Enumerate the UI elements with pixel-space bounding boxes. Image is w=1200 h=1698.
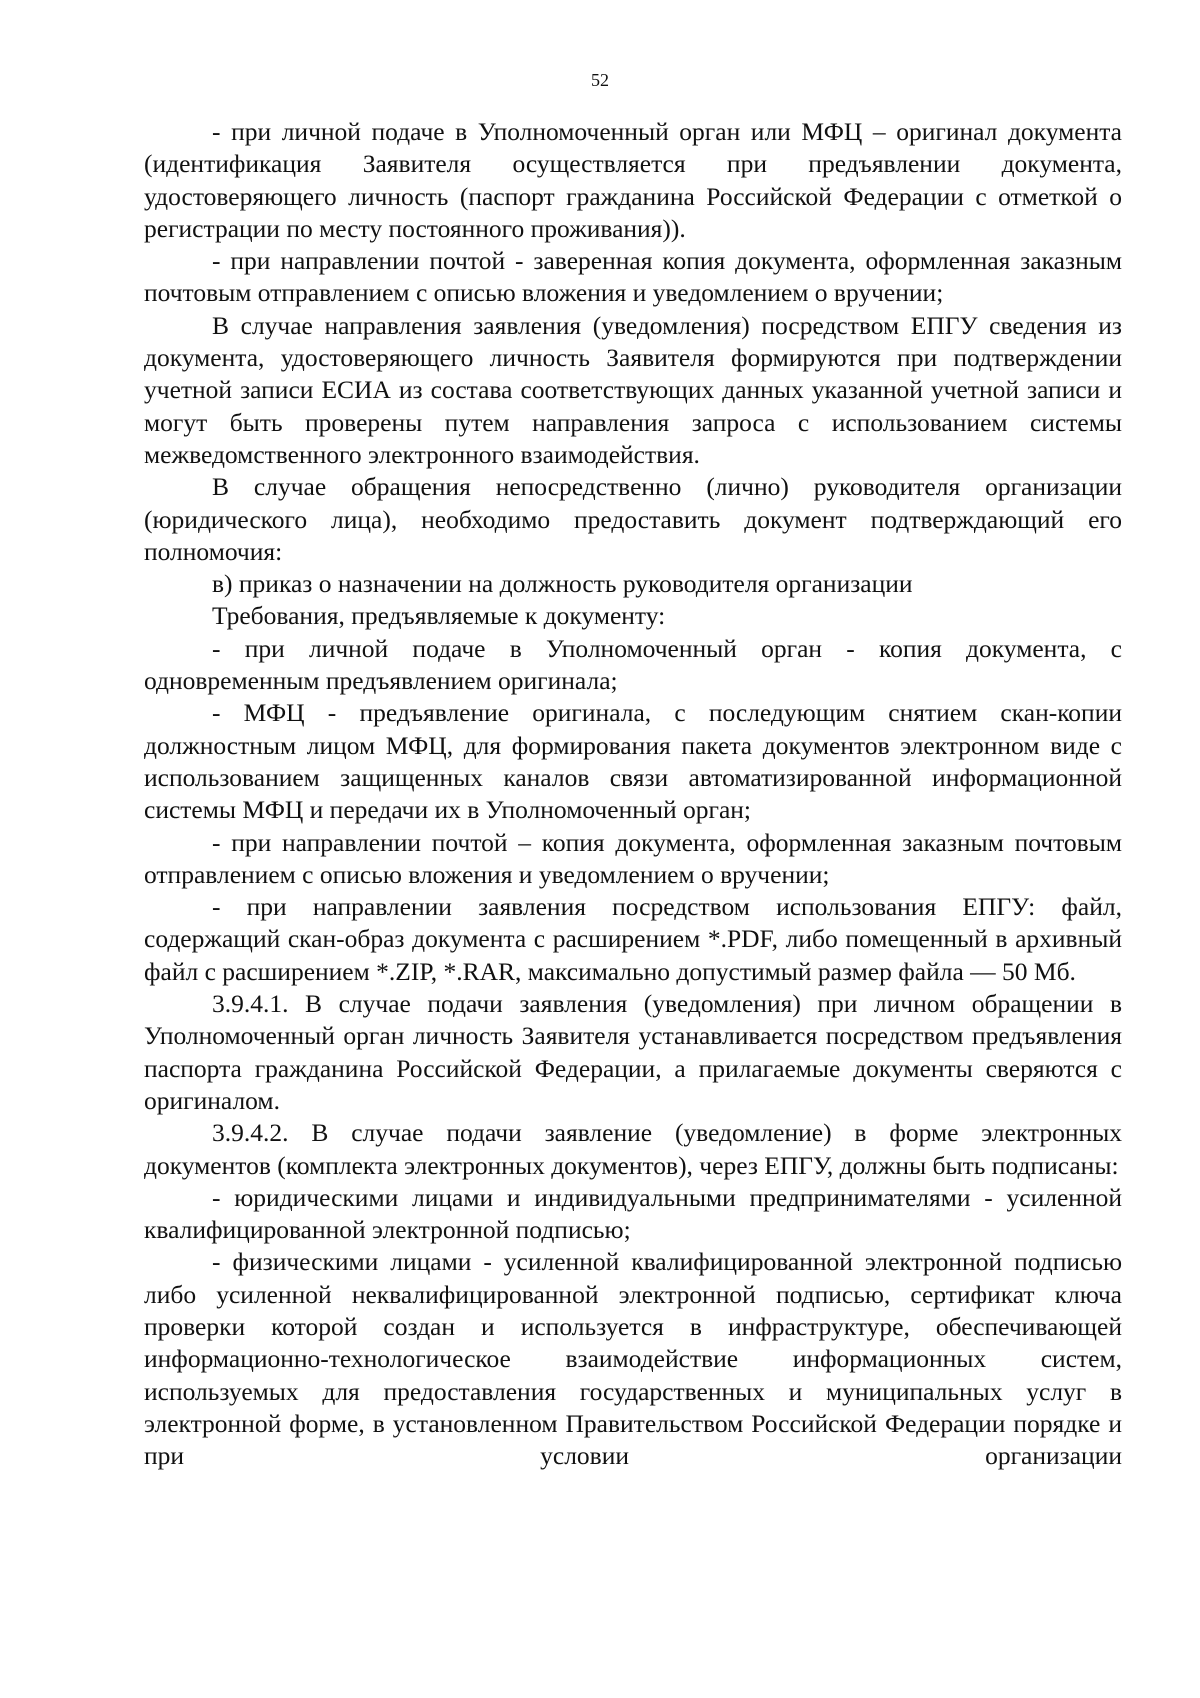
paragraph-section-3-9-4-2: 3.9.4.2. В случае подачи заявление (уведомление) в форме электронных документов (комплекта электронных документов), через ЕПГУ, должны быть подписаны: [144,1118,1122,1180]
paragraph-epgu-file-format: - при направлении заявления посредством использования ЕПГУ: файл, содержащий скан-образ документа с расширением *.PDF, либо помещенный в архивный файл с расширением *.ZIP, *.RAR, максимально допустимый размер файла — 50 Мб. [144,892,1122,986]
paragraph-mail-copy: - при направлении почтой – копия документа, оформленная заказным почтовым отправлением с описью вложения и уведомлением о вручении; [144,827,1122,889]
paragraph-section-3-9-4-1: 3.9.4.1. В случае подачи заявления (уведомления) при личном обращении в Уполномоченный орган личность Заявителя устанавливается посредством предъявления паспорта гражданина Российской Федерации, а прилагаемые документы сверяются с оригиналом. [144,989,1122,1115]
paragraph-individuals-signature: - физическими лицами - усиленной квалифицированной электронной подписью либо усиленной неквалифицированной электронной подписью, сертификат ключа проверки которой создан и используется в инфраструктуре, обеспечивающей информационно-технологическое взаимодействие информационных систем, используемых для предоставления государственных и муниципальных услуг в электронной форме, в установленном Правительством Российской Федерации порядке и при условии организации [144,1247,1122,1471]
document-body [144,116,1122,1472]
paragraph-mail-certified-copy: - при направлении почтой - заверенная копия документа, оформленная заказным почтовым отправлением с описью вложения и уведомлением о вручении; [144,246,1122,308]
paragraph-document-requirements: Требования, предъявляемые к документу: [212,601,666,631]
paragraph-epgu-esia-identity: В случае направления заявления (уведомления) посредством ЕПГУ сведения из документа, удостоверяющего личность Заявителя формируются при подтверждении учетной записи ЕСИА из состава соответствующих данных указанной учетной записи и могут быть проверены путем направления запроса с использованием системы межведомственного электронного взаимодействия. [144,310,1122,469]
paragraph-personal-submission-copy: - при личной подаче в Уполномоченный орган - копия документа, с одновременным предъявлением оригинала; [144,633,1122,696]
paragraph-legal-entities-signature: - юридическими лицами и индивидуальными предпринимателями - усиленной квалифицированной электронной подписью; [144,1182,1122,1245]
paragraph-appointment-order: в) приказ о назначении на должность руководителя организации [212,569,913,599]
paragraph-mfc-scan-copy: - МФЦ - предъявление оригинала, с последующим снятием скан-копии должностным лицом МФЦ, для формирования пакета документов электронном виде с использованием защищенных каналов связи автоматизированной информационной системы МФЦ и передачи их в Уполномоченный орган; [144,698,1122,825]
paragraph-personal-submission-original: - при личной подаче в Уполномоченный орган или МФЦ – оригинал документа (идентификация Заявителя осуществляется при предъявлении документа, удостоверяющего личность (паспорт гражданина Российской Федерации с отметкой о регистрации по месту постоянного проживания)). [144,117,1122,243]
paragraph-head-of-organization: В случае обращения непосредственно (лично) руководителя организации (юридического лица), необходимо предоставить документ подтверждающий его полномочия: [144,472,1122,566]
page-number: 52 [591,70,609,90]
